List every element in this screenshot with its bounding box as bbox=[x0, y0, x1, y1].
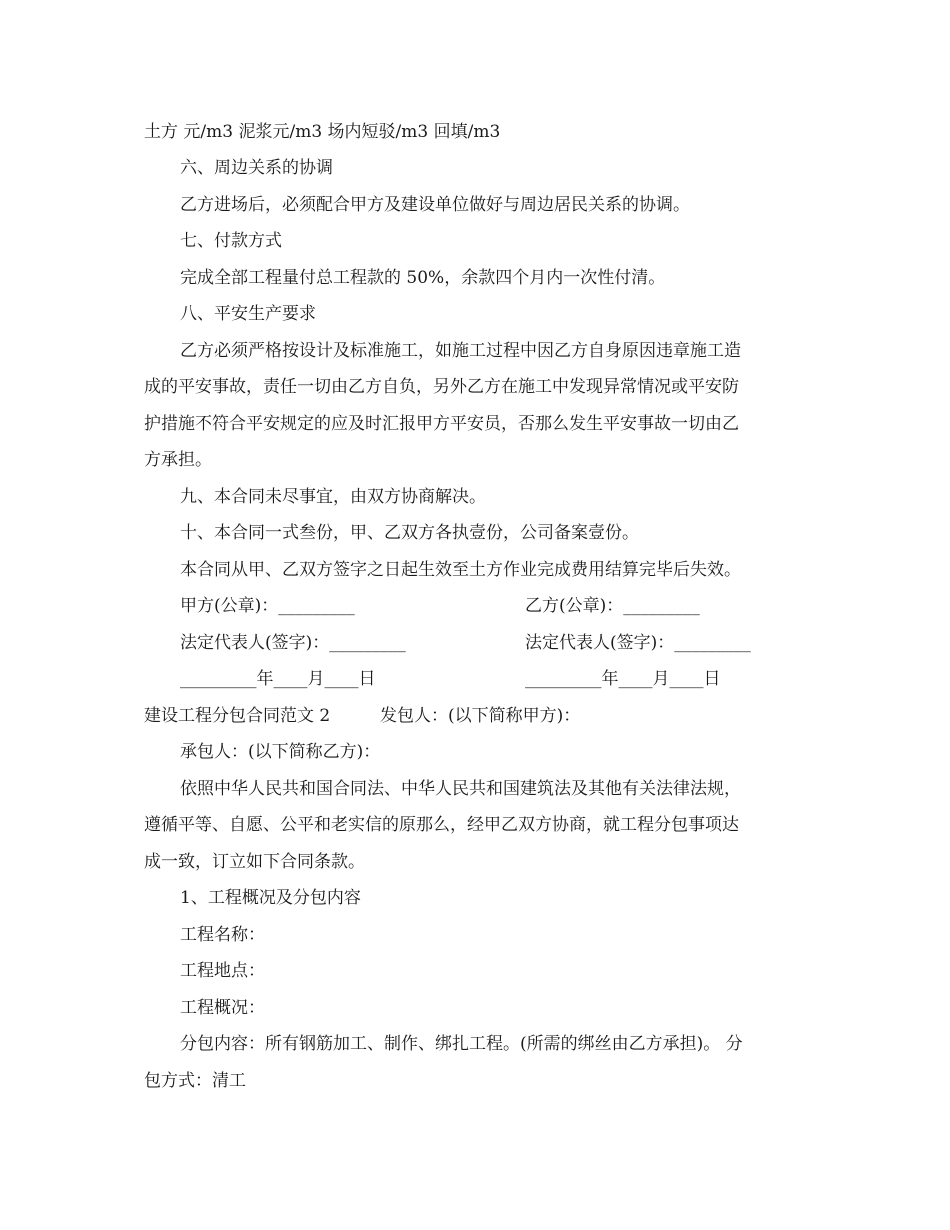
section-8-body-line-3: 护措施不符合平安规定的应及时汇报甲方平安员，否那么发生平安事故一切由乙 bbox=[144, 414, 739, 434]
party-b-representative: 法定代表人(签字)：_________ bbox=[525, 633, 751, 653]
employer-label: 发包人：(以下简称甲方)： bbox=[380, 706, 581, 726]
section-10: 十、本合同一式叁份，甲、乙双方各执壹份，公司备案壹份。 bbox=[180, 523, 639, 543]
party-a-date: _________年____月____日 bbox=[180, 669, 376, 689]
section-6-body: 乙方进场后，必须配合甲方及建设单位做好与周边居民关系的协调。 bbox=[180, 195, 690, 215]
section-8-body-line-2: 成的平安事故，责任一切由乙方自负，另外乙方在施工中发现异常情况或平安防 bbox=[144, 377, 739, 397]
party-a-seal: 甲方(公章)：_________ bbox=[180, 596, 355, 616]
intro-line-1: 依照中华人民共和国合同法、中华人民共和国建筑法及其他有关法律法规， bbox=[180, 779, 741, 799]
contract-2-heading: 建设工程分包合同范文 2 bbox=[144, 706, 331, 726]
section-8-body-line-1: 乙方必须严格按设计及标准施工，如施工过程中因乙方自身原因违章施工造 bbox=[180, 341, 741, 361]
section-8-body-line-4: 方承担。 bbox=[144, 450, 212, 470]
section-6-title: 六、周边关系的协调 bbox=[180, 158, 333, 178]
intro-line-3: 成一致，订立如下合同条款。 bbox=[144, 852, 365, 872]
project-name-field: 工程名称： bbox=[180, 925, 265, 945]
effective-clause: 本合同从甲、乙双方签字之日起生效至土方作业完成费用结算完毕后失效。 bbox=[180, 560, 741, 580]
project-overview-field: 工程概况： bbox=[180, 998, 265, 1018]
section-9: 九、本合同未尽事宜，由双方协商解决。 bbox=[180, 487, 486, 507]
section-8-title: 八、平安生产要求 bbox=[180, 304, 316, 324]
scope-line-1: 分包内容：所有钢筋加工、制作、绑扎工程。(所需的绑丝由乙方承担)。 分 bbox=[180, 1034, 743, 1054]
section-7-title: 七、付款方式 bbox=[180, 231, 282, 251]
contractor-label: 承包人：(以下简称乙方)： bbox=[180, 742, 381, 762]
party-b-seal: 乙方(公章)：_________ bbox=[525, 596, 700, 616]
project-location-field: 工程地点： bbox=[180, 961, 265, 981]
party-a-representative: 法定代表人(签字)：_________ bbox=[180, 633, 406, 653]
section-7-body: 完成全部工程量付总工程款的 50%，余款四个月内一次性付清。 bbox=[180, 268, 666, 288]
intro-line-2: 遵循平等、自愿、公平和老实信的原那么，经甲乙双方协商，就工程分包事项达 bbox=[144, 815, 739, 835]
party-b-date: _________年____月____日 bbox=[525, 669, 721, 689]
unit-prices-line: 土方 元/m3 泥浆元/m3 场内短驳/m3 回填/m3 bbox=[144, 122, 501, 142]
scope-line-2: 包方式：清工 bbox=[144, 1071, 246, 1091]
clause-1-title: 1、工程概况及分包内容 bbox=[180, 888, 361, 908]
